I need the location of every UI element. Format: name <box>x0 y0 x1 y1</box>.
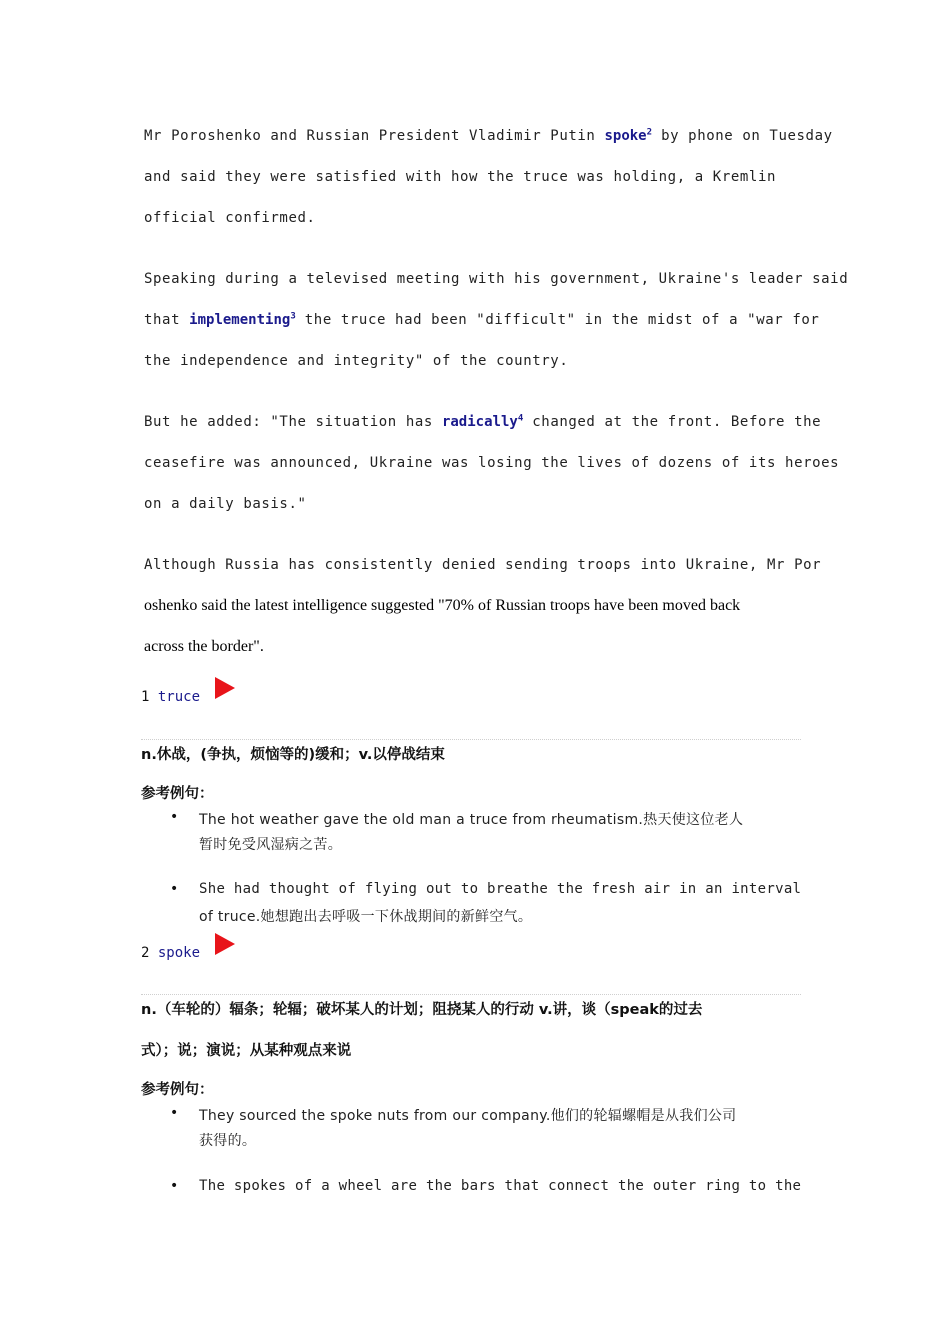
bullet: • <box>170 809 179 825</box>
paragraph-1-line-3: official confirmed. <box>144 210 316 226</box>
example-sentence: The hot weather gave the old man a truce from rheumatism.热天使这位老人 <box>199 812 744 828</box>
paragraph-2-line-2: that implementing$^3$ the truce had been "difficult" in the midst of a "war for <box>144 311 820 328</box>
definition-truce: n.休战，(争执，烦恼等的)缓和；v.以停战结束 <box>141 747 445 763</box>
divider <box>141 994 801 995</box>
example-sentence-cont: 获得的。 <box>199 1133 257 1149</box>
example-sentence: The spokes of a wheel are the bars that connect the outer ring to the <box>199 1178 802 1194</box>
definition-spoke-line-2: 式）；说；演说；从某种观点来说 <box>141 1043 352 1059</box>
example-sentence-cont: 暂时免受风湿病之苦。 <box>199 837 342 853</box>
paragraph-3-line-2: ceasefire was announced, Ukraine was losing the lives of dozens of its heroes <box>144 455 840 471</box>
paragraph-4-line-2: oshenko said the latest intelligence suggested "70% of Russian troops have been moved back <box>144 597 741 614</box>
entry-heading-truce: 1 truce <box>141 689 201 705</box>
paragraph-3-line-1: But he added: "The situation has radically$^4$ changed at the front. Before the <box>144 413 822 430</box>
example-label: 参考例句： <box>141 786 214 802</box>
entry-word-truce[interactable]: truce <box>157 689 201 705</box>
paragraph-1-line-1: Mr Poroshenko and Russian President Vladimir Putin spoke$^2$ by phone on Tuesday <box>144 127 833 144</box>
entry-word-spoke[interactable]: spoke <box>157 945 201 961</box>
divider <box>141 739 801 740</box>
paragraph-3-line-3: on a daily basis." <box>144 496 307 512</box>
keyword-radically[interactable]: radically$^4$ <box>441 413 524 430</box>
bullet: • <box>170 1178 179 1194</box>
play-audio-icon[interactable] <box>215 677 235 699</box>
paragraph-4-line-1: Although Russia has consistently denied sending troops into Ukraine, Mr Por <box>144 557 822 573</box>
bullet: • <box>170 1105 179 1121</box>
example-sentence: She had thought of flying out to breathe the fresh air in an interval <box>199 881 802 897</box>
example-sentence-cont: of truce.她想跑出去呼吸一下休战期间的新鲜空气。 <box>199 909 533 925</box>
paragraph-1-line-2: and said they were satisfied with how the truce was holding, a Kremlin <box>144 169 777 185</box>
paragraph-4-line-3: across the border". <box>144 638 264 655</box>
paragraph-2-line-3: the independence and integrity" of the country. <box>144 353 569 369</box>
keyword-spoke[interactable]: spoke$^2$ <box>604 127 653 144</box>
definition-spoke-line-1: n.（车轮的）辐条；轮辐；破坏某人的计划；阻挠某人的行动 v.讲，谈（speak的过去 <box>141 1002 703 1018</box>
example-sentence: They sourced the spoke nuts from our company.他们的轮辐螺帽是从我们公司 <box>199 1108 737 1124</box>
paragraph-2-line-1: Speaking during a televised meeting with his government, Ukraine's leader said <box>144 271 849 287</box>
entry-heading-spoke: 2 spoke <box>141 945 201 961</box>
play-audio-icon[interactable] <box>215 933 235 955</box>
example-label: 参考例句： <box>141 1082 214 1098</box>
bullet: • <box>170 881 179 897</box>
keyword-implementing[interactable]: implementing$^3$ <box>189 311 296 328</box>
